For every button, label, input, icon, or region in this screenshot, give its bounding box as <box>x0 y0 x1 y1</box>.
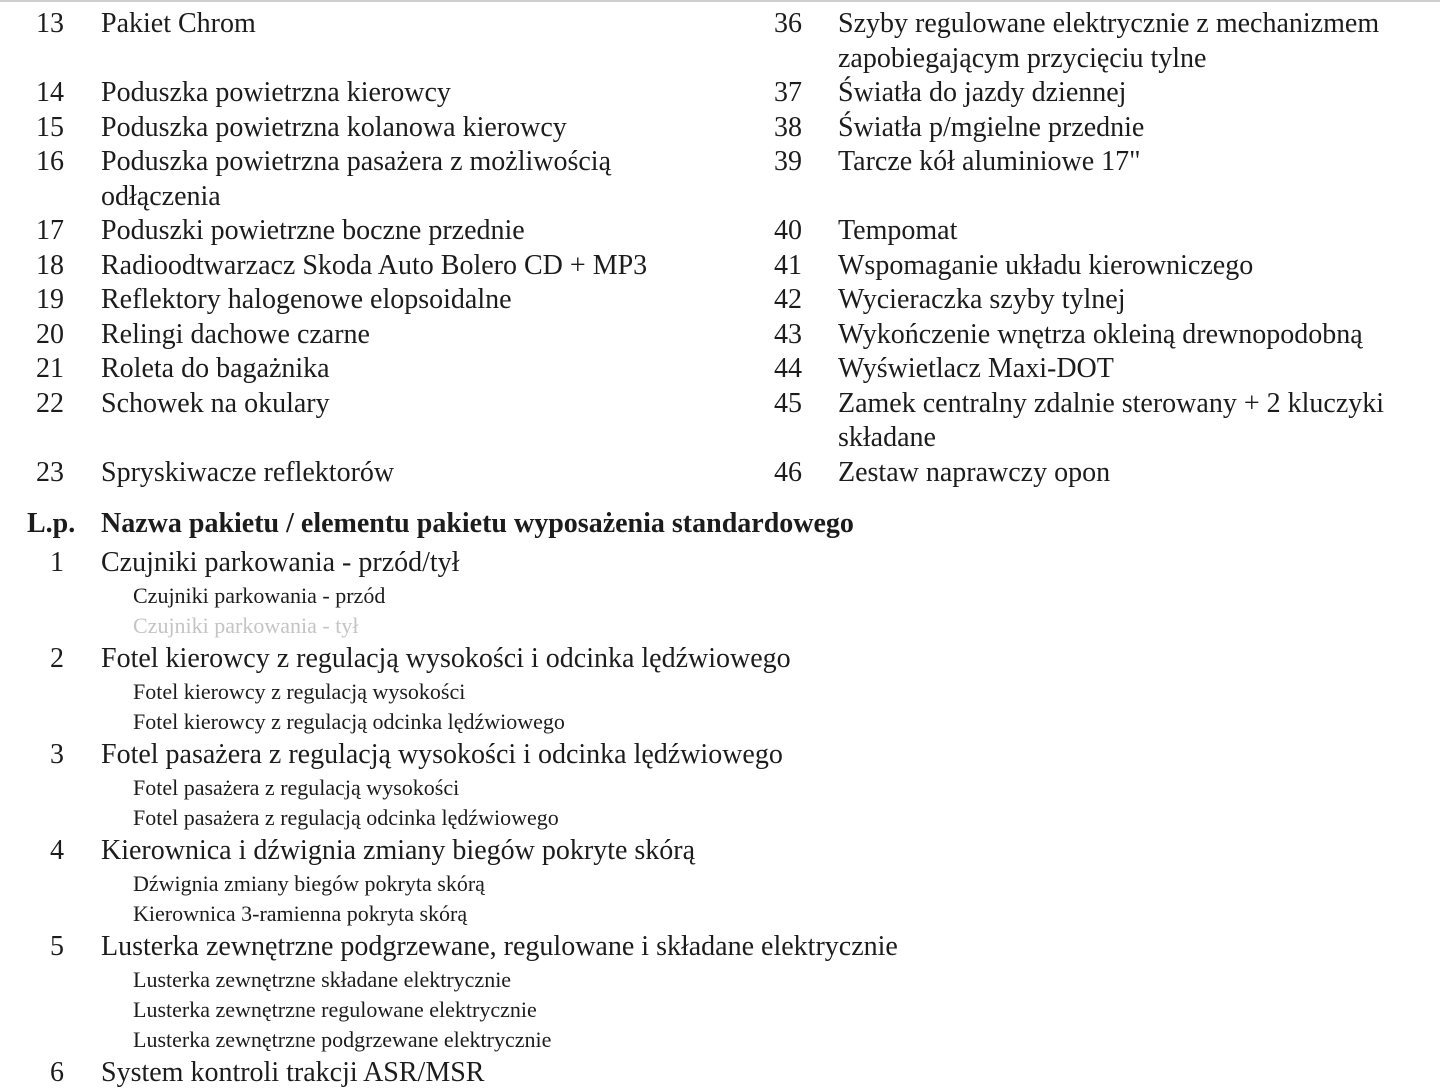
item-number: 15 <box>36 111 64 143</box>
equipment-row <box>740 352 1440 387</box>
item-name: Tarcze kół aluminiowe 17" <box>838 146 1141 177</box>
item-name-continuation: składane <box>838 422 936 453</box>
item-name: Poduszka powietrzna kolanowa kierowcy <box>101 111 567 143</box>
item-name: Relingi dachowe czarne <box>101 318 370 350</box>
item-name: Spryskiwacze reflektorów <box>101 456 395 488</box>
item-number: 41 <box>774 249 802 281</box>
equipment-row <box>0 7 740 42</box>
package-entry <box>0 929 1440 1055</box>
item-number: 13 <box>36 8 64 39</box>
equipment-row <box>0 111 740 146</box>
package-subitem: Kierownica 3-ramienna pokryta skórą <box>133 901 468 926</box>
package-name: Czujniki parkowania - przód/tył <box>101 547 460 578</box>
item-name: Wykończenie wnętrza okleiną drewnopodobną <box>838 318 1363 350</box>
equipment-row <box>740 283 1440 318</box>
equipment-row-continuation <box>740 421 1440 456</box>
package-name: Fotel pasażera z regulacją wysokości i odcinka lędźwiowego <box>101 739 783 770</box>
equipment-row-spacer <box>740 180 1440 215</box>
packages-list <box>0 545 1440 1088</box>
equipment-row <box>0 76 740 111</box>
item-name-continuation: zapobiegającym przycięciu tylne <box>838 42 1207 74</box>
equipment-row <box>740 214 1440 249</box>
package-number: 4 <box>50 835 64 866</box>
item-number: 38 <box>774 111 802 143</box>
equipment-row <box>0 283 740 318</box>
item-name: Roleta do bagażnika <box>101 353 330 384</box>
item-number: 40 <box>774 215 802 246</box>
equipment-list-right <box>740 7 1440 490</box>
package-row <box>0 737 1440 773</box>
item-name: Schowek na okulary <box>101 387 330 419</box>
item-number: 23 <box>36 456 64 488</box>
package-row <box>0 1055 1440 1091</box>
item-name: Pakiet Chrom <box>101 8 256 39</box>
equipment-row <box>740 111 1440 146</box>
package-entry <box>0 737 1440 833</box>
item-name: Tempomat <box>838 215 958 246</box>
package-name: System kontroli trakcji ASR/MSR <box>101 1057 485 1088</box>
item-number: 22 <box>36 387 64 419</box>
item-name: Reflektory halogenowe elopsoidalne <box>101 284 512 315</box>
package-number: 3 <box>50 739 64 770</box>
package-subitem: Fotel pasażera z regulacją wysokości <box>133 775 460 800</box>
package-subitem: Czujniki parkowania - przód <box>133 583 386 608</box>
package-subitem: Fotel kierowcy z regulacją wysokości <box>133 679 466 704</box>
package-subitem: Lusterka zewnętrzne składane elektrycznie <box>133 967 512 992</box>
equipment-list-left <box>0 7 740 490</box>
item-name: Światła p/mgielne przednie <box>838 111 1145 143</box>
package-subitem: Czujniki parkowania - tył <box>133 613 359 638</box>
package-entry <box>0 1055 1440 1088</box>
item-number: 17 <box>36 215 64 246</box>
equipment-row-spacer <box>0 42 740 77</box>
package-subitem: Fotel pasażera z regulacją odcinka lędźwiowego <box>133 805 559 830</box>
package-entry <box>0 641 1440 737</box>
equipment-row-continuation <box>0 180 740 215</box>
package-name: Lusterka zewnętrzne podgrzewane, regulowane i składane elektrycznie <box>101 931 898 962</box>
package-name: Kierownica i dźwignia zmiany biegów pokryte skórą <box>101 835 696 866</box>
equipment-row <box>0 249 740 284</box>
equipment-row <box>0 387 740 422</box>
equipment-row <box>740 145 1440 180</box>
item-name: Wycieraczka szyby tylnej <box>838 284 1126 315</box>
item-number: 43 <box>774 318 802 350</box>
item-name: Światła do jazdy dziennej <box>838 77 1127 108</box>
equipment-row-spacer <box>0 421 740 456</box>
package-subitem: Fotel kierowcy z regulacją odcinka lędźwiowego <box>133 709 565 734</box>
item-number: 16 <box>36 146 64 177</box>
lp-column-header: L.p. <box>27 508 76 539</box>
package-subitem: Lusterka zewnętrzne regulowane elektrycznie <box>133 997 537 1022</box>
item-number: 39 <box>774 146 802 177</box>
equipment-row <box>0 318 740 353</box>
equipment-row <box>740 456 1440 491</box>
package-row <box>0 545 1440 581</box>
item-name: Poduszka powietrzna pasażera z możliwością <box>101 146 612 177</box>
package-number: 2 <box>50 643 64 674</box>
package-row <box>0 929 1440 965</box>
item-name: Zestaw naprawczy opon <box>838 456 1111 488</box>
package-subitem: Lusterka zewnętrzne podgrzewane elektrycznie <box>133 1027 552 1052</box>
item-number: 44 <box>774 353 802 384</box>
item-number: 45 <box>774 387 802 419</box>
item-number: 37 <box>774 77 802 108</box>
equipment-row <box>0 456 740 491</box>
equipment-row <box>740 318 1440 353</box>
item-name: Szyby regulowane elektrycznie z mechanizmem <box>838 8 1380 39</box>
equipment-row <box>0 352 740 387</box>
item-number: 21 <box>36 353 64 384</box>
package-entry <box>0 833 1440 929</box>
item-name-continuation: odłączenia <box>101 180 221 212</box>
item-name: Poduszka powietrzna kierowcy <box>101 77 451 108</box>
package-number: 5 <box>50 931 64 962</box>
item-number: 19 <box>36 284 64 315</box>
package-name-column-header: Nazwa pakietu / elementu pakietu wyposażenia standardowego <box>101 508 854 539</box>
equipment-row <box>740 249 1440 284</box>
item-number: 20 <box>36 318 64 350</box>
equipment-row <box>740 387 1440 422</box>
item-name: Poduszki powietrzne boczne przednie <box>101 215 525 246</box>
package-number: 1 <box>50 547 64 578</box>
item-name: Radioodtwarzacz Skoda Auto Bolero CD + MP3 <box>101 249 648 281</box>
item-number: 18 <box>36 249 64 281</box>
top-rule <box>0 0 1440 2</box>
equipment-row <box>0 145 740 180</box>
equipment-row <box>740 76 1440 111</box>
package-row <box>0 641 1440 677</box>
item-name: Zamek centralny zdalnie sterowany + 2 kluczyki <box>838 387 1385 419</box>
equipment-row-continuation <box>740 42 1440 77</box>
item-name: Wyświetlacz Maxi-DOT <box>838 353 1114 384</box>
package-name: Fotel kierowcy z regulacją wysokości i odcinka lędźwiowego <box>101 643 791 674</box>
item-number: 14 <box>36 77 64 108</box>
item-name: Wspomaganie układu kierowniczego <box>838 249 1254 281</box>
item-number: 46 <box>774 456 802 488</box>
package-row <box>0 833 1440 869</box>
equipment-row <box>740 7 1440 42</box>
package-number: 6 <box>50 1057 64 1088</box>
package-subitem: Dźwignia zmiany biegów pokryta skórą <box>133 871 485 896</box>
package-entry <box>0 545 1440 641</box>
item-number: 42 <box>774 284 802 315</box>
equipment-row <box>0 214 740 249</box>
item-number: 36 <box>774 8 802 39</box>
